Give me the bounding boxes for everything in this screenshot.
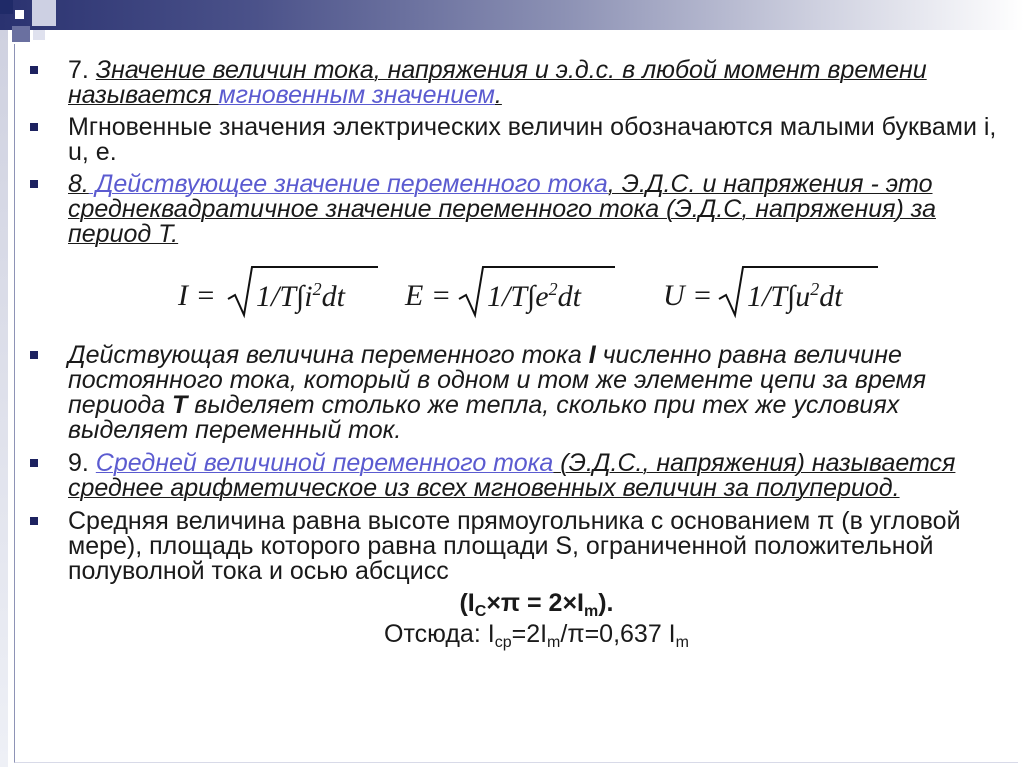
bullet-icon xyxy=(30,459,38,467)
formula-current-lhs: I = xyxy=(178,279,216,312)
bullet-icon xyxy=(30,180,38,188)
item7-number: 7. xyxy=(68,56,96,84)
item7b-text: Мгновенные значения электрических величин обозначаются малыми буквами i, u, e. xyxy=(68,113,997,166)
item9-text: (Э.Д.С., напряжения) называется среднее арифметическое из всех мгновенных величин за полупериод. xyxy=(68,449,956,502)
decor-square xyxy=(0,0,13,14)
formula-voltage-lhs: U = xyxy=(663,279,713,312)
item8-text: , Э.Д.С. и напряжения - это среднеквадратичное значение переменного тока (Э.Д.С, напряжения) за период Т. xyxy=(68,170,936,248)
item8b-text3: выделяет столько же тепла, сколько при тех же условиях выделяет переменный ток. xyxy=(68,391,900,444)
bullet-item-instant-notation xyxy=(30,115,1005,165)
item8b-symbol-t: Т xyxy=(172,391,188,419)
formula-current-radicand: 1/T∫i xyxy=(256,280,313,313)
rms-formulas xyxy=(30,261,1005,317)
bullet-item-8 xyxy=(30,172,1005,247)
item7-link[interactable]: мгновенным значением xyxy=(218,81,495,109)
bullet-icon xyxy=(30,123,38,131)
item8b-symbol-i: I xyxy=(588,341,596,369)
item7-text: Значение величин тока, напряжения и э.д.с. в любой момент времени называется xyxy=(68,56,927,109)
formula-emf-exp: 2 xyxy=(548,279,558,299)
item9-link[interactable]: Средней величиной переменного тока xyxy=(95,449,554,477)
equation-average-result: Отсюда: $I_{ср}=2I_m/\pi=0,637$ $I_m$ xyxy=(384,620,689,651)
item8b-text2: численно равна величине постоянного тока, который в одном и том же элементе цепи за время периода xyxy=(68,341,926,419)
item8-link[interactable]: Действующее значение переменного тока xyxy=(88,170,608,198)
bullet-item-7 xyxy=(30,58,1005,108)
bullet-icon xyxy=(30,351,38,359)
item9b-text: Средняя величина равна высоте прямоугольника с основанием π (в угловой мере), площадь которого равна площади S, ограниченной положительной полуволной тока и осью абсцисс xyxy=(68,507,961,585)
slide-content xyxy=(30,58,1005,650)
item8b-text1: Действующая величина переменного тока xyxy=(68,341,589,369)
formula-voltage-exp: 2 xyxy=(810,279,820,299)
formula-voltage-dt: dt xyxy=(819,280,843,313)
header-decoration-bar xyxy=(0,0,1024,30)
bullet-item-average-value xyxy=(30,509,1005,584)
side-decoration-bar xyxy=(0,30,8,767)
bullet-item-rms-definition xyxy=(30,343,1005,443)
bullet-item-9 xyxy=(30,451,1005,501)
formula-emf-dt: dt xyxy=(557,280,581,313)
decor-square xyxy=(33,30,45,40)
formula-voltage xyxy=(663,261,878,317)
formula-emf xyxy=(405,261,615,317)
formula-current xyxy=(178,261,378,317)
equation-average-area: $(I_C\times\pi = 2\times I_m)$. xyxy=(459,589,614,620)
bullet-icon xyxy=(30,517,38,525)
formula-emf-lhs: E = xyxy=(405,279,452,312)
formula-emf-radicand: 1/T∫e xyxy=(487,280,549,313)
item8-number: 8. xyxy=(68,170,89,198)
formula-current-dt: dt xyxy=(321,280,345,313)
decor-square xyxy=(32,0,56,26)
item7-end: . xyxy=(494,81,502,109)
decor-square xyxy=(15,10,24,19)
formula-current-exp: 2 xyxy=(312,279,322,299)
bullet-icon xyxy=(30,66,38,74)
decor-square xyxy=(12,26,30,42)
item9-number: 9. xyxy=(68,449,96,477)
formula-voltage-radicand: 1/T∫u xyxy=(747,280,811,313)
